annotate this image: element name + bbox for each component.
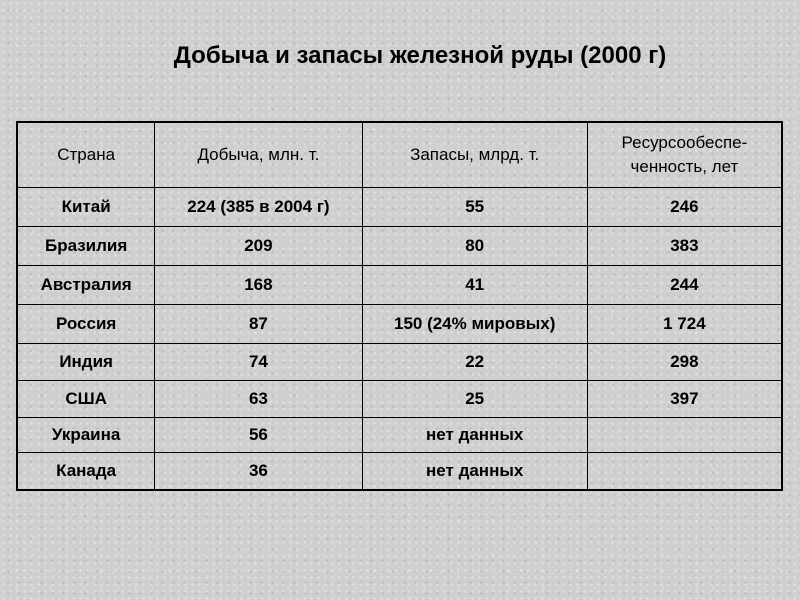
cell-production: 87 (155, 305, 362, 344)
header-sufficiency: Ресурсообеспе-ченность, лет (587, 122, 782, 188)
header-country: Страна (17, 122, 155, 188)
table-row (17, 381, 782, 418)
cell-sufficiency (587, 418, 782, 453)
cell-production: 63 (155, 381, 362, 418)
cell-sufficiency: 383 (587, 227, 782, 266)
cell-reserves: 22 (362, 344, 587, 381)
table-row (17, 305, 782, 344)
table-row (17, 418, 782, 453)
cell-country: США (17, 381, 155, 418)
table-row (17, 188, 782, 227)
header-production: Добыча, млн. т. (155, 122, 362, 188)
table-row (17, 453, 782, 491)
cell-reserves: 150 (24% мировых) (362, 305, 587, 344)
cell-production: 74 (155, 344, 362, 381)
table-row (17, 344, 782, 381)
cell-production: 209 (155, 227, 362, 266)
table-header-row (17, 122, 782, 188)
cell-country: Бразилия (17, 227, 155, 266)
cell-production: 224 (385 в 2004 г) (155, 188, 362, 227)
cell-sufficiency: 246 (587, 188, 782, 227)
cell-country: Австралия (17, 266, 155, 305)
cell-country: Индия (17, 344, 155, 381)
slide-title: Добыча и запасы железной руды (2000 г) (173, 42, 667, 69)
cell-country: Канада (17, 453, 155, 491)
cell-reserves: 41 (362, 266, 587, 305)
cell-reserves: 25 (362, 381, 587, 418)
header-reserves: Запасы, млрд. т. (362, 122, 587, 188)
table-row (17, 266, 782, 305)
cell-production: 56 (155, 418, 362, 453)
cell-sufficiency: 1 724 (587, 305, 782, 344)
table-row (17, 227, 782, 266)
cell-reserves: нет данных (362, 453, 587, 491)
cell-reserves: 80 (362, 227, 587, 266)
cell-country: Украина (17, 418, 155, 453)
cell-sufficiency: 298 (587, 344, 782, 381)
cell-sufficiency: 244 (587, 266, 782, 305)
cell-sufficiency (587, 453, 782, 491)
cell-country: Китай (17, 188, 155, 227)
cell-production: 168 (155, 266, 362, 305)
cell-reserves: нет данных (362, 418, 587, 453)
cell-production: 36 (155, 453, 362, 491)
iron-ore-table (16, 121, 783, 491)
cell-country: Россия (17, 305, 155, 344)
cell-reserves: 55 (362, 188, 587, 227)
cell-sufficiency: 397 (587, 381, 782, 418)
